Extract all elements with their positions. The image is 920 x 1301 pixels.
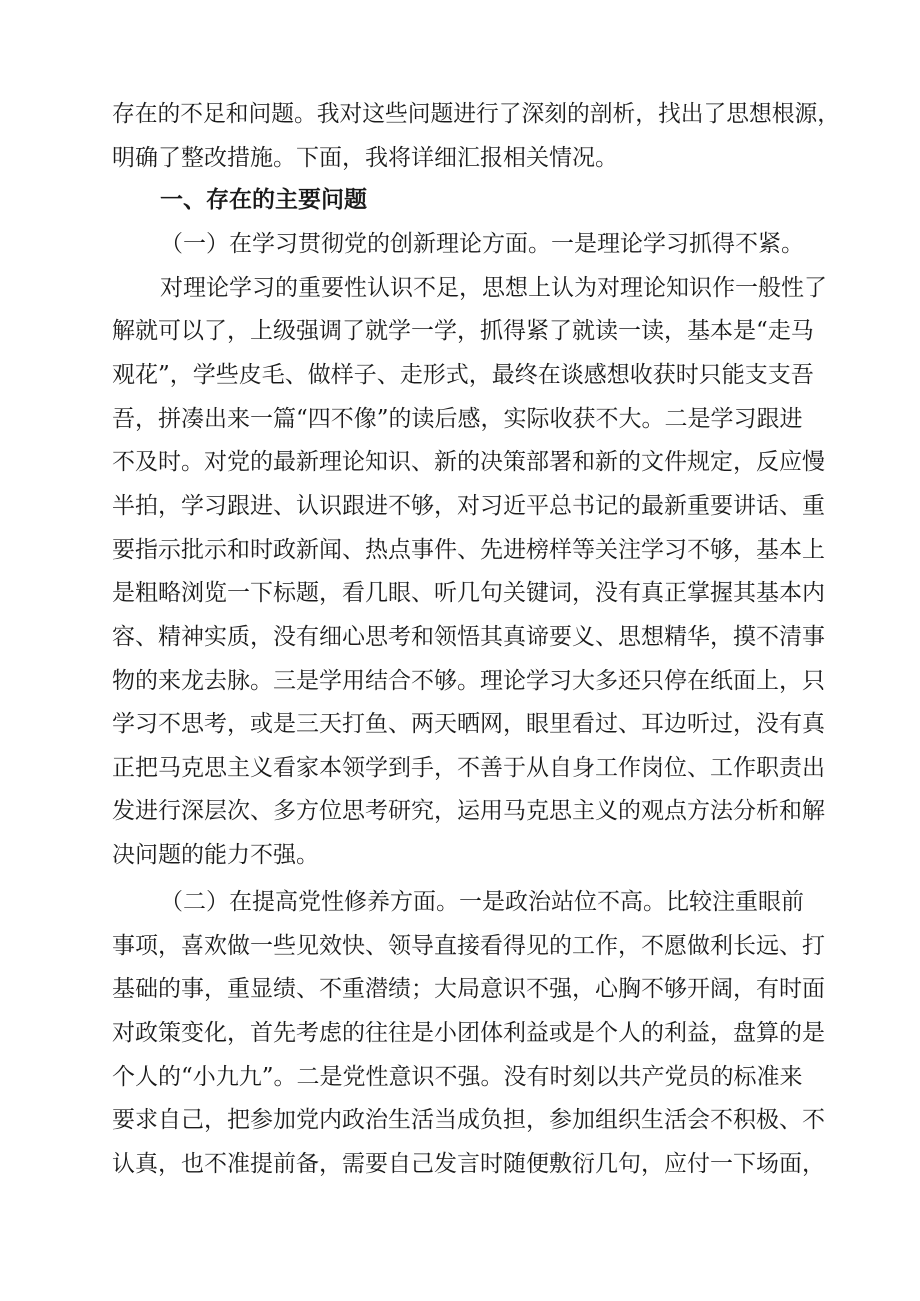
body-line: 基础的事，重显绩、不重潜绩；大局意识不强，心胸不够开阔，有时面: [112, 976, 825, 1002]
body-line: 明确了整改措施。下面，我将详细汇报相关情况。: [112, 145, 618, 171]
body-line: 半拍，学习跟进、认识跟进不够，对习近平总书记的最新重要讲话、重: [112, 493, 825, 519]
body-line: 容、精神实质，没有细心思考和领悟其真谛要义、思想精华，摸不清事: [112, 624, 825, 650]
body-line: 解就可以了，上级强调了就学一学，抓得紧了就读一读，基本是“走马: [112, 318, 814, 344]
body-line: 决问题的能力不强。: [112, 842, 319, 868]
section-heading: 一、存在的主要问题: [160, 187, 367, 213]
body-line: 个人的“小九九”。二是党性意识不强。没有时刻以共产党员的标准来: [112, 1064, 803, 1090]
body-line: 学习不思考，或是三天打鱼、两天晒网，眼里看过、耳边听过，没有真: [112, 711, 825, 737]
body-line: 是粗略浏览一下标题，看几眼、听几句关键词，没有真正掌握其基本内: [112, 580, 825, 606]
subsection-heading-line: （二）在提高党性修养方面。一是政治站位不高。比较注重眼前: [160, 889, 804, 915]
body-line: 对理论学习的重要性认识不足，思想上认为对理论知识作一般性了: [160, 275, 827, 301]
body-line: 存在的不足和问题。我对这些问题进行了深刻的剖析，找出了思想根源，: [112, 101, 840, 127]
body-line: 事项，喜欢做一些见效快、领导直接看得见的工作，不愿做利长远、打: [112, 933, 825, 959]
body-line: 吾，拼凑出来一篇“四不像”的读后感，实际收获不大。二是学习跟进: [112, 406, 803, 432]
body-line: 发进行深层次、多方位思考研究，运用马克思主义的观点方法分析和解: [112, 798, 825, 824]
body-line: 要求自己，把参加党内政治生活当成负担，参加组织生活会不积极、不: [112, 1107, 825, 1133]
subsection-heading-line: （一）在学习贯彻党的创新理论方面。一是理论学习抓得不紧。: [160, 231, 804, 257]
body-line: 物的来龙去脉。三是学用结合不够。理论学习大多还只停在纸面上，只: [112, 668, 825, 694]
body-line: 要指示批示和时政新闻、热点事件、先进榜样等关注学习不够，基本上: [112, 537, 825, 563]
body-line: 不及时。对党的最新理论知识、新的决策部署和新的文件规定，反应慢: [112, 449, 825, 475]
body-line: 正把马克思主义看家本领学到手，不善于从自身工作岗位、工作职责出: [112, 755, 825, 781]
body-line: 观花”，学些皮毛、做样子、走形式，最终在谈感想收获时只能支支吾: [112, 362, 814, 388]
body-line: 对政策变化，首先考虑的往往是小团体利益或是个人的利益，盘算的是: [112, 1020, 825, 1046]
body-line: 认真，也不准提前备，需要自己发言时随便敷衍几句，应付一下场面，: [112, 1151, 825, 1177]
